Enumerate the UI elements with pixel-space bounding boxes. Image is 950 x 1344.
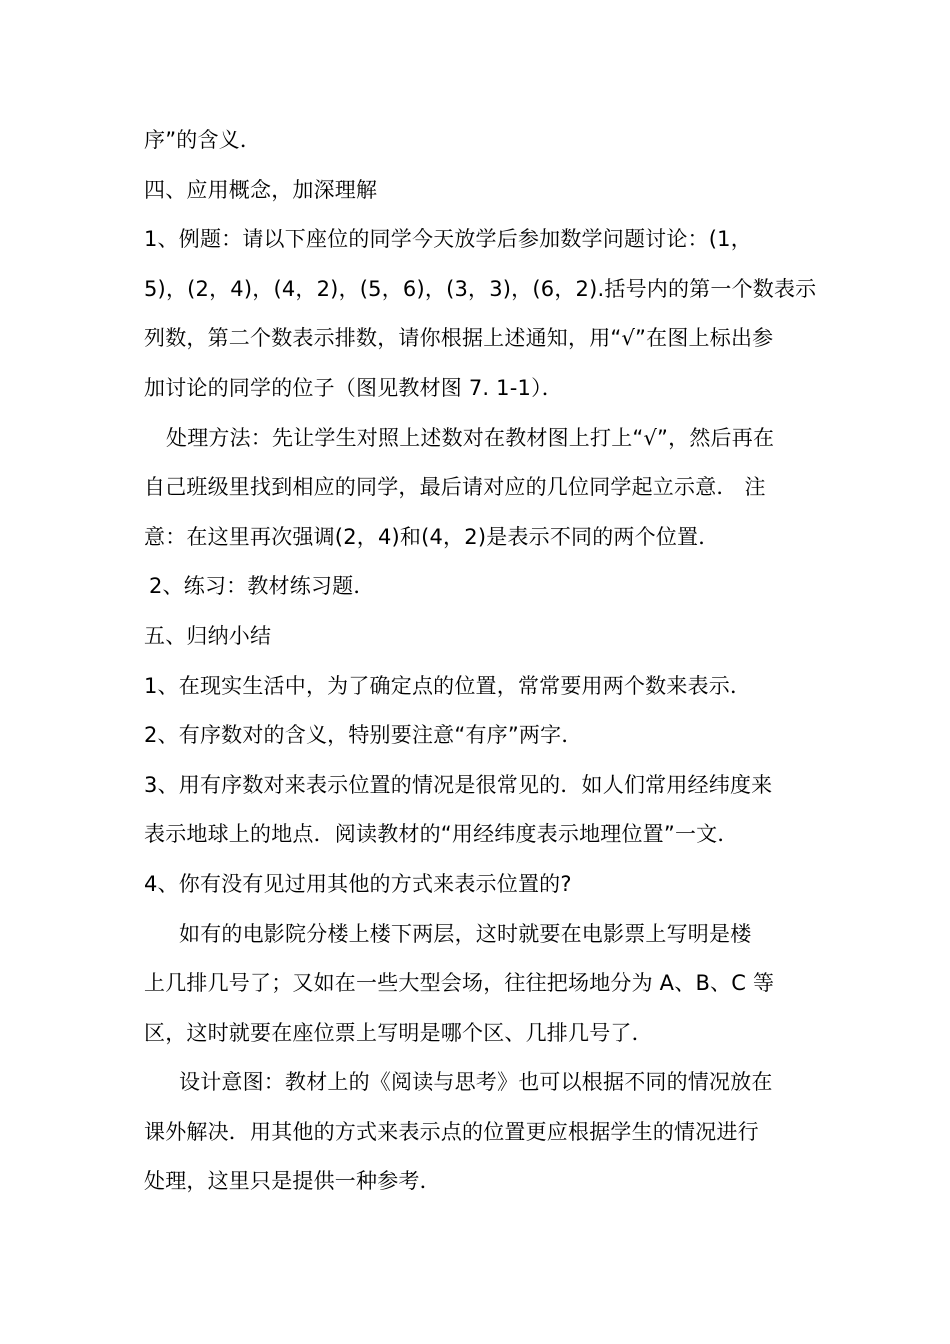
section-heading: 四、应用概念，加深理解: [144, 177, 378, 202]
paragraph-line: 3、用有序数对来表示位置的情况是很常见的．如人们常用经纬度来: [144, 772, 773, 797]
paragraph-line: 自己班级里找到相应的同学，最后请对应的几位同学起立示意． 注: [144, 475, 766, 500]
paragraph-line: 1、在现实生活中，为了确定点的位置，常常要用两个数来表示．: [144, 673, 752, 698]
paragraph-line: 区，这时就要在座位票上写明是哪个区、几排几号了．: [144, 1020, 653, 1045]
paragraph-line: 加讨论的同学的位子（图见教材图 7. 1-1）．: [144, 375, 563, 400]
section-heading: 五、归纳小结: [144, 623, 272, 648]
paragraph-line: 课外解决．用其他的方式来表示点的位置更应根据学生的情况进行: [144, 1119, 759, 1144]
paragraph-line: 设计意图：教材上的《阅读与思考》也可以根据不同的情况放在: [179, 1070, 773, 1095]
paragraph-line: 2、有序数对的含义，特别要注意“有序”两字．: [144, 723, 583, 748]
paragraph-line: 上几排几号了；又如在一些大型会场，往往把场地分为 A、B、C 等: [144, 971, 775, 996]
paragraph-line: 2、练习：教材练习题．: [149, 574, 375, 599]
paragraph-line: 序”的含义．: [144, 128, 262, 152]
document-body: [144, 116, 817, 1207]
paragraph-line: 意：在这里再次强调(2，4)和(4，2)是表示不同的两个位置．: [144, 524, 720, 549]
paragraph-line: 处理，这里只是提供一种参考．: [144, 1169, 441, 1194]
paragraph-line: 如有的电影院分楼上楼下两层，这时就要在电影票上写明是楼: [179, 921, 752, 946]
paragraph-line: 列数，第二个数表示排数，请你根据上述通知，用“√”在图上标出参: [144, 326, 774, 351]
paragraph-line: 5)，(2，4)，(4，2)，(5，6)，(3，3)，(6，2).括号内的第一个数表示: [144, 276, 817, 301]
paragraph-line: 表示地球上的地点．阅读教材的“用经纬度表示地理位置”一文．: [144, 822, 739, 847]
paragraph-line: 4、你有没有见过用其他的方式来表示位置的?: [144, 871, 572, 896]
paragraph-line: 1、例题：请以下座位的同学今天放学后参加数学问题讨论：(1，: [144, 227, 752, 252]
paragraph-line: 处理方法：先让学生对照上述数对在教材图上打上“√”，然后再在: [166, 425, 775, 450]
